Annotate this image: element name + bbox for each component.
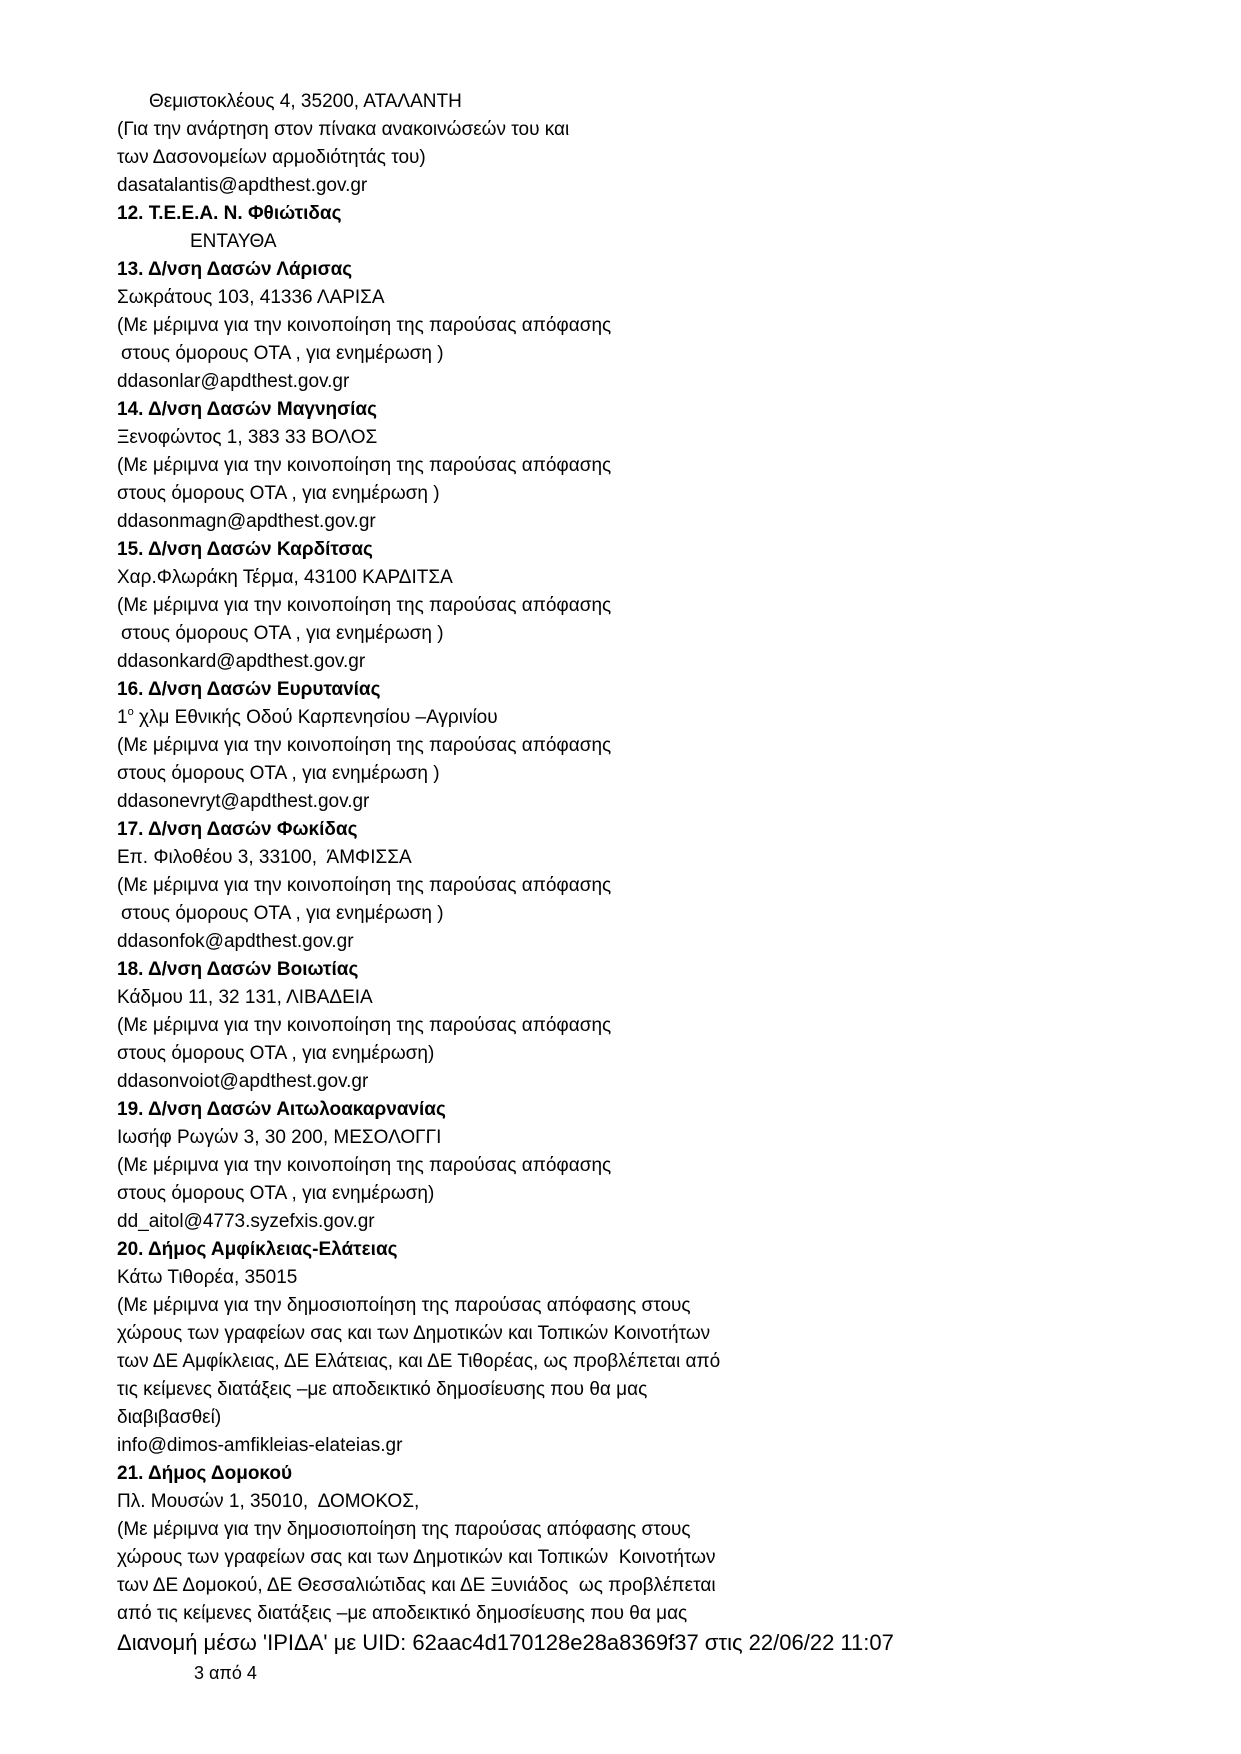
recipient-21-note-line-3: των ΔΕ Δομοκού, ΔΕ Θεσσαλιώτιδας και ΔΕ Ξυνιάδος ως προβλέπεται <box>117 1575 716 1596</box>
recipient-13-address: Σωκράτους 103, 41336 ΛΑΡΙΣΑ <box>117 287 385 308</box>
recipient-18-title: 18. Δ/νση Δασών Βοιωτίας <box>117 959 359 980</box>
atalanti-email: dasatalantis@apdthest.gov.gr <box>117 175 368 196</box>
page-number: 3 από 4 <box>194 1663 257 1683</box>
recipient-14-address: Ξενοφώντος 1, 383 33 ΒΟΛΟΣ <box>117 427 378 448</box>
recipient-list <box>117 88 1177 1628</box>
recipient-21-note-line-4: από τις κείμενες διατάξεις –με αποδεικτικό δημοσίευσης που θα μας <box>117 1603 688 1624</box>
recipient-17-note-line-2: στους όμορους ΟΤΑ , για ενημέρωση ) <box>121 903 444 924</box>
recipient-20-address: Κάτω Τιθορέα, 35015 <box>117 1267 298 1288</box>
distribution-footer: Διανομή μέσω 'ΙΡΙΔΑ' με UID: 62aac4d170128e28a8369f37 στις 22/06/22 11:07 <box>117 1630 894 1655</box>
recipient-16-address-rest: χλμ Εθνικής Οδού Καρπενησίου –Αγρινίου <box>133 707 498 728</box>
recipient-15-note-line-1: (Με μέριμνα για την κοινοποίηση της παρούσας απόφασης <box>117 595 612 616</box>
recipient-14-note-line-2: στους όμορους ΟΤΑ , για ενημέρωση ) <box>117 483 440 504</box>
recipient-16-address <box>117 704 1177 732</box>
recipient-19-address: Ιωσήφ Ρωγών 3, 30 200, ΜΕΣΟΛΟΓΓΙ <box>117 1127 442 1148</box>
recipient-21-address: Πλ. Μουσών 1, 35010, ΔΟΜΟΚΟΣ, <box>117 1491 420 1512</box>
recipient-13-note-line-1: (Με μέριμνα για την κοινοποίηση της παρούσας απόφασης <box>117 315 612 336</box>
recipient-16-email: ddasonevryt@apdthest.gov.gr <box>117 791 370 812</box>
recipient-14-title: 14. Δ/νση Δασών Μαγνησίας <box>117 399 377 420</box>
recipient-12-title: 12. Τ.Ε.Ε.Α. Ν. Φθιώτιδας <box>117 203 342 224</box>
atalanti-address: Θεμιστοκλέους 4, 35200, ΑΤΑΛΑΝΤΗ <box>149 91 462 112</box>
recipient-16-address-number: 1 <box>117 707 128 728</box>
atalanti-note-line-2: των Δασονομείων αρμοδιότητάς του) <box>117 147 426 168</box>
recipient-15-address: Χαρ.Φλωράκη Τέρμα, 43100 ΚΑΡΔΙΤΣΑ <box>117 567 453 588</box>
recipient-13-title: 13. Δ/νση Δασών Λάρισας <box>117 259 353 280</box>
recipient-17-email: ddasonfok@apdthest.gov.gr <box>117 931 354 952</box>
recipient-19-title: 19. Δ/νση Δασών Αιτωλοακαρνανίας <box>117 1099 446 1120</box>
recipient-20-note-line-5: διαβιβασθεί) <box>117 1407 222 1428</box>
recipient-15-email: ddasonkard@apdthest.gov.gr <box>117 651 366 672</box>
recipient-17-title: 17. Δ/νση Δασών Φωκίδας <box>117 819 358 840</box>
recipient-15-note-line-2: στους όμορους ΟΤΑ , για ενημέρωση ) <box>121 623 444 644</box>
recipient-21-title: 21. Δήμος Δομοκού <box>117 1463 293 1484</box>
recipient-16-note-line-1: (Με μέριμνα για την κοινοποίηση της παρούσας απόφασης <box>117 735 612 756</box>
recipient-19-note-line-2: στους όμορους ΟΤΑ , για ενημέρωση) <box>117 1183 435 1204</box>
recipient-21-note-line-2: χώρους των γραφείων σας και των Δημοτικών και Τοπικών Κοινοτήτων <box>117 1547 716 1568</box>
recipient-12-line: ΕΝΤΑΥΘΑ <box>190 231 277 252</box>
recipient-20-title: 20. Δήμος Αμφίκλειας-Ελάτειας <box>117 1239 398 1260</box>
recipient-14-email: ddasonmagn@apdthest.gov.gr <box>117 511 376 532</box>
recipient-16-address-ordinal: ο <box>127 705 134 718</box>
recipient-18-address: Κάδμου 11, 32 131, ΛΙΒΑΔΕΙΑ <box>117 987 373 1008</box>
recipient-16-title: 16. Δ/νση Δασών Ευρυτανίας <box>117 679 381 700</box>
recipient-20-note-line-3: των ΔΕ Αμφίκλειας, ΔΕ Ελάτειας, και ΔΕ Τιθορέας, ως προβλέπεται από <box>117 1351 721 1372</box>
recipient-18-email: ddasonvoiot@apdthest.gov.gr <box>117 1071 369 1092</box>
recipient-21-note-line-1: (Με μέριμνα για την δημοσιοποίηση της παρούσας απόφασης στους <box>117 1519 691 1540</box>
recipient-16-note-line-2: στους όμορους ΟΤΑ , για ενημέρωση ) <box>117 763 440 784</box>
recipient-20-note-line-1: (Με μέριμνα για την δημοσιοποίηση της παρούσας απόφασης στους <box>117 1295 691 1316</box>
recipient-14-note-line-1: (Με μέριμνα για την κοινοποίηση της παρούσας απόφασης <box>117 455 612 476</box>
recipient-17-address: Επ. Φιλοθέου 3, 33100, ΆΜΦΙΣΣΑ <box>117 847 412 868</box>
recipient-13-note-line-2: στους όμορους ΟΤΑ , για ενημέρωση ) <box>121 343 444 364</box>
recipient-20-note-line-2: χώρους των γραφείων σας και των Δημοτικών και Τοπικών Κοινοτήτων <box>117 1323 711 1344</box>
recipient-15-title: 15. Δ/νση Δασών Καρδίτσας <box>117 539 373 560</box>
recipient-20-note-line-4: τις κείμενες διατάξεις –με αποδεικτικό δημοσίευσης που θα μας <box>117 1379 648 1400</box>
recipient-20-email: info@dimos-amfikleias-elateias.gr <box>117 1435 403 1456</box>
recipient-13-email: ddasonlar@apdthest.gov.gr <box>117 371 350 392</box>
atalanti-note-line-1: (Για την ανάρτηση στον πίνακα ανακοινώσεών του και <box>117 119 570 140</box>
recipient-19-note-line-1: (Με μέριμνα για την κοινοποίηση της παρούσας απόφασης <box>117 1155 612 1176</box>
recipient-18-note-line-2: στους όμορους ΟΤΑ , για ενημέρωση) <box>117 1043 435 1064</box>
recipient-18-note-line-1: (Με μέριμνα για την κοινοποίηση της παρούσας απόφασης <box>117 1015 612 1036</box>
recipient-17-note-line-1: (Με μέριμνα για την κοινοποίηση της παρούσας απόφασης <box>117 875 612 896</box>
recipient-19-email: dd_aitol@4773.syzefxis.gov.gr <box>117 1211 375 1232</box>
